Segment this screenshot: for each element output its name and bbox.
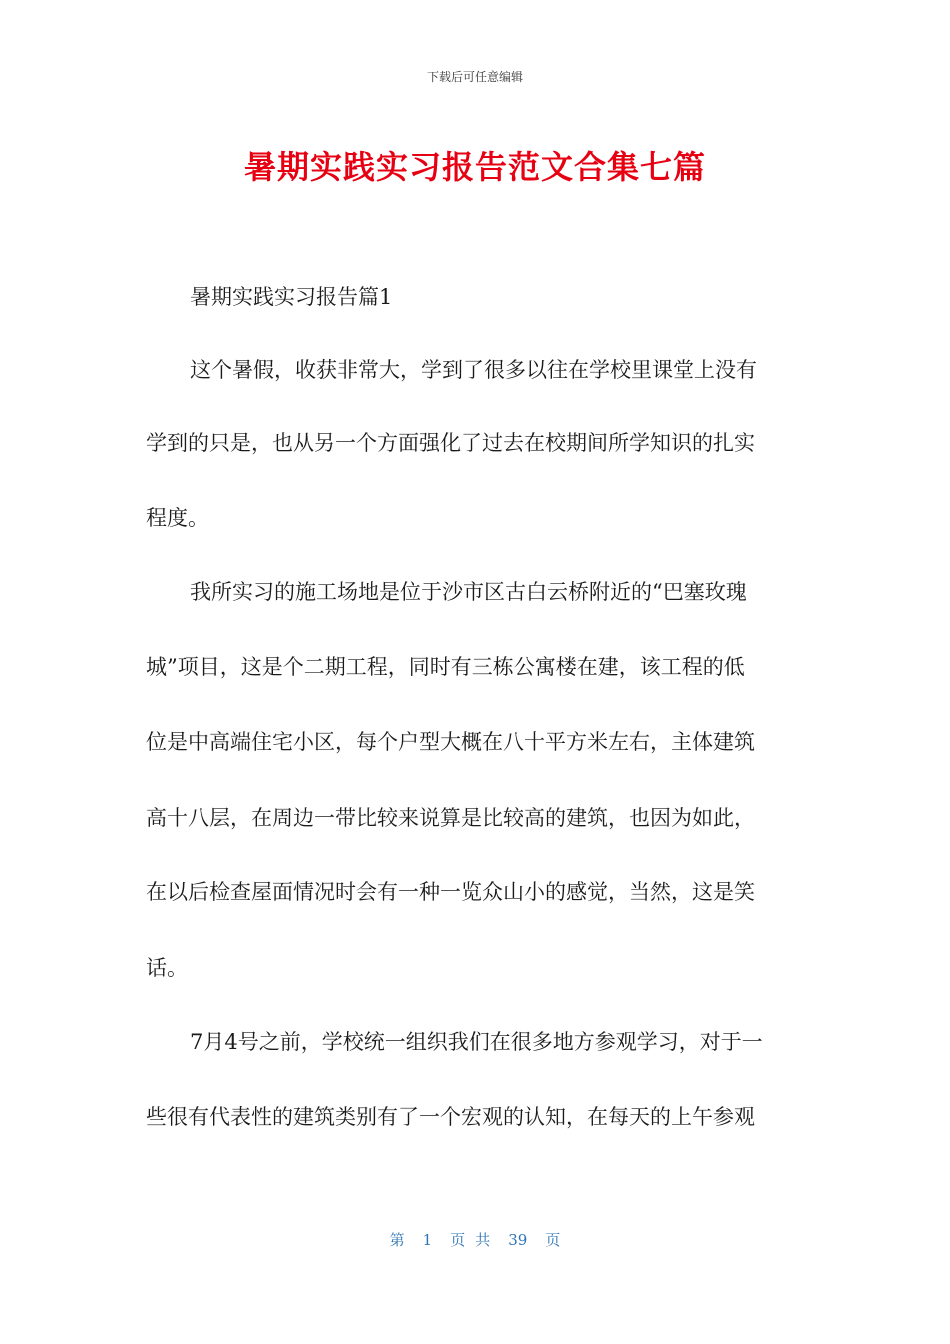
section-heading: 暑期实践实习报告篇1 <box>190 285 393 309</box>
paragraph-line: 7月4号之前，学校统一组织我们在很多地方参观学习，对于一 <box>190 1030 763 1054</box>
page-footer <box>0 1229 950 1250</box>
paragraph-line: 话。 <box>146 956 188 980</box>
paragraph-line: 这个暑假，收获非常大，学到了很多以往在学校里课堂上没有 <box>190 358 757 382</box>
footer-page-label: 第 <box>389 1231 405 1249</box>
paragraph-line: 学到的只是，也从另一个方面强化了过去在校期间所学知识的扎实 <box>146 431 755 455</box>
paragraph-line: 些很有代表性的建筑类别有了一个宏观的认知，在每天的上午参观 <box>146 1105 755 1129</box>
paragraph-line: 位是中高端住宅小区，每个户型大概在八十平方米左右，主体建筑 <box>146 730 755 754</box>
header-note: 下载后可任意编辑 <box>426 70 523 84</box>
footer-total-label: 共 <box>475 1231 491 1249</box>
paragraph-line: 我所实习的施工场地是位于沙市区古白云桥附近的“巴塞玫瑰 <box>190 580 747 604</box>
paragraph-line: 城”项目，这是个二期工程，同时有三栋公寓楼在建，该工程的低 <box>146 655 745 679</box>
paragraph-line: 高十八层，在周边一带比较来说算是比较高的建筑，也因为如此， <box>146 806 755 830</box>
paragraph-line: 程度。 <box>146 506 209 530</box>
paragraph-line: 在以后检查屋面情况时会有一种一览众山小的感觉，当然，这是笑 <box>146 880 755 904</box>
footer-page-number: 1 <box>422 1231 433 1249</box>
document-title: 暑期实践实习报告范文合集七篇 <box>243 148 706 186</box>
footer-total-pages: 39 <box>508 1231 528 1249</box>
footer-page-unit: 页 <box>450 1231 466 1249</box>
footer-total-unit: 页 <box>545 1231 561 1249</box>
